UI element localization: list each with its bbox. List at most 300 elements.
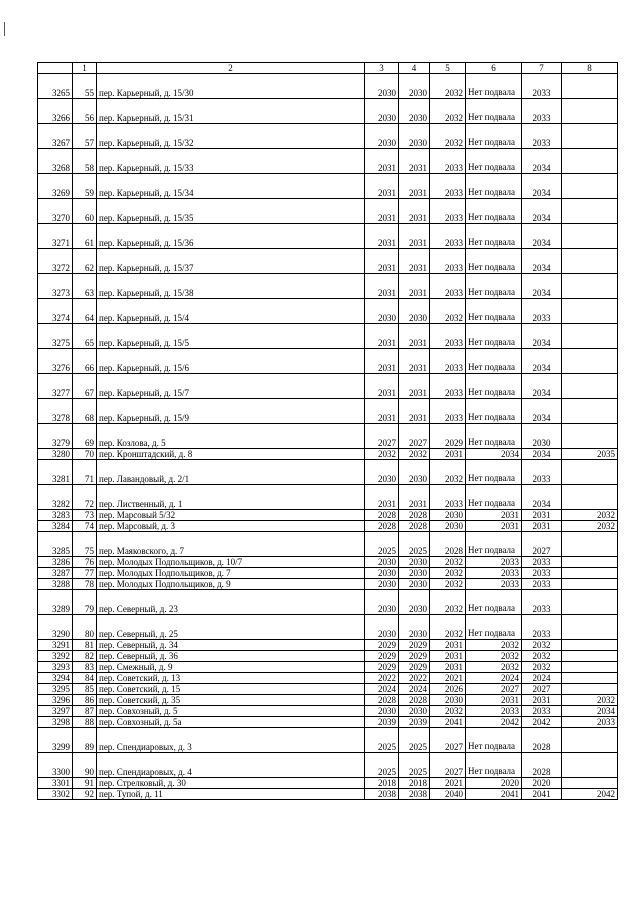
year-col4-cell: 2030 bbox=[399, 124, 430, 149]
year-col8-cell bbox=[562, 99, 618, 124]
table-row bbox=[38, 399, 618, 424]
row-number-cell: 3279 bbox=[38, 424, 73, 449]
year-col3-cell: 2030 bbox=[365, 579, 399, 590]
year-col4-cell: 2025 bbox=[399, 753, 430, 778]
year-col5-cell: 2028 bbox=[430, 532, 466, 557]
year-col8-cell bbox=[562, 778, 618, 789]
year-col7-cell: 2024 bbox=[522, 673, 562, 684]
table-row bbox=[38, 651, 618, 662]
col6-cell: 2032 bbox=[466, 651, 522, 662]
year-col5-cell: 2033 bbox=[430, 399, 466, 424]
row-number-cell: 3300 bbox=[38, 753, 73, 778]
year-col8-cell bbox=[562, 684, 618, 695]
year-col5-cell: 2033 bbox=[430, 324, 466, 349]
year-col4-cell: 2030 bbox=[399, 74, 430, 99]
year-col3-cell: 2024 bbox=[365, 684, 399, 695]
year-col5-cell: 2027 bbox=[430, 728, 466, 753]
row-number-cell: 3288 bbox=[38, 579, 73, 590]
address-cell: пер. Маяковского, д. 7 bbox=[97, 532, 365, 557]
year-col8-cell: 2032 bbox=[562, 510, 618, 521]
row-index-cell: 76 bbox=[73, 557, 97, 568]
year-col3-cell: 2038 bbox=[365, 789, 399, 800]
row-number-cell: 3280 bbox=[38, 449, 73, 460]
year-col5-cell: 2041 bbox=[430, 717, 466, 728]
header-cell: 2 bbox=[97, 63, 365, 74]
address-cell: пер. Карьерный, д. 15/7 bbox=[97, 374, 365, 399]
row-index-cell: 62 bbox=[73, 249, 97, 274]
year-col4-cell: 2024 bbox=[399, 684, 430, 695]
year-col5-cell: 2033 bbox=[430, 249, 466, 274]
year-col7-cell: 2034 bbox=[522, 149, 562, 174]
table-row bbox=[38, 521, 618, 532]
table-body bbox=[38, 63, 618, 800]
row-index-cell: 83 bbox=[73, 662, 97, 673]
year-col5-cell: 2032 bbox=[430, 615, 466, 640]
year-col8-cell bbox=[562, 199, 618, 224]
year-col7-cell: 2027 bbox=[522, 532, 562, 557]
col6-cell: 2031 bbox=[466, 521, 522, 532]
year-col8-cell bbox=[562, 753, 618, 778]
year-col7-cell: 2042 bbox=[522, 717, 562, 728]
row-number-cell: 3277 bbox=[38, 374, 73, 399]
row-number-cell: 3299 bbox=[38, 728, 73, 753]
year-col8-cell bbox=[562, 532, 618, 557]
year-col7-cell: 2034 bbox=[522, 324, 562, 349]
year-col3-cell: 2029 bbox=[365, 640, 399, 651]
year-col7-cell: 2032 bbox=[522, 640, 562, 651]
table-row bbox=[38, 728, 618, 753]
address-cell: пер. Северный, д. 36 bbox=[97, 651, 365, 662]
year-col8-cell bbox=[562, 568, 618, 579]
table-row bbox=[38, 590, 618, 615]
row-index-cell: 84 bbox=[73, 673, 97, 684]
table-row bbox=[38, 753, 618, 778]
year-col3-cell: 2031 bbox=[365, 399, 399, 424]
table-row bbox=[38, 695, 618, 706]
year-col3-cell: 2028 bbox=[365, 695, 399, 706]
row-index-cell: 78 bbox=[73, 579, 97, 590]
col6-cell: Нет подвала bbox=[466, 124, 522, 149]
address-cell: пер. Тупой, д. 11 bbox=[97, 789, 365, 800]
table-row bbox=[38, 249, 618, 274]
year-col3-cell: 2030 bbox=[365, 706, 399, 717]
table-row bbox=[38, 706, 618, 717]
address-cell: пер. Карьерный, д. 15/33 bbox=[97, 149, 365, 174]
year-col5-cell: 2032 bbox=[430, 299, 466, 324]
table-row bbox=[38, 374, 618, 399]
year-col4-cell: 2031 bbox=[399, 374, 430, 399]
year-col4-cell: 2025 bbox=[399, 532, 430, 557]
col6-cell: Нет подвала bbox=[466, 374, 522, 399]
row-number-cell: 3274 bbox=[38, 299, 73, 324]
year-col8-cell bbox=[562, 274, 618, 299]
year-col4-cell: 2022 bbox=[399, 673, 430, 684]
row-number-cell: 3281 bbox=[38, 460, 73, 485]
year-col4-cell: 2031 bbox=[399, 274, 430, 299]
row-number-cell: 3292 bbox=[38, 651, 73, 662]
year-col5-cell: 2027 bbox=[430, 753, 466, 778]
row-index-cell: 91 bbox=[73, 778, 97, 789]
year-col8-cell: 2035 bbox=[562, 449, 618, 460]
year-col7-cell: 2033 bbox=[522, 557, 562, 568]
row-index-cell: 72 bbox=[73, 485, 97, 510]
row-number-cell: 3282 bbox=[38, 485, 73, 510]
col6-cell: Нет подвала bbox=[466, 224, 522, 249]
address-cell: пер. Карьерный, д. 15/38 bbox=[97, 274, 365, 299]
col6-cell: 2032 bbox=[466, 640, 522, 651]
year-col3-cell: 2030 bbox=[365, 568, 399, 579]
year-col7-cell: 2034 bbox=[522, 449, 562, 460]
year-col3-cell: 2029 bbox=[365, 662, 399, 673]
year-col5-cell: 2033 bbox=[430, 274, 466, 299]
year-col7-cell: 2034 bbox=[522, 349, 562, 374]
year-col5-cell: 2032 bbox=[430, 74, 466, 99]
year-col5-cell: 2033 bbox=[430, 485, 466, 510]
year-col7-cell: 2034 bbox=[522, 174, 562, 199]
row-number-cell: 3291 bbox=[38, 640, 73, 651]
year-col8-cell bbox=[562, 615, 618, 640]
year-col4-cell: 2029 bbox=[399, 640, 430, 651]
table-row bbox=[38, 485, 618, 510]
col6-cell: Нет подвала bbox=[466, 249, 522, 274]
col6-cell: Нет подвала bbox=[466, 532, 522, 557]
year-col5-cell: 2031 bbox=[430, 662, 466, 673]
year-col5-cell: 2032 bbox=[430, 557, 466, 568]
row-index-cell: 65 bbox=[73, 324, 97, 349]
address-cell: пер. Марсовый, д. 3 bbox=[97, 521, 365, 532]
row-index-cell: 79 bbox=[73, 590, 97, 615]
year-col8-cell bbox=[562, 224, 618, 249]
year-col4-cell: 2031 bbox=[399, 174, 430, 199]
year-col3-cell: 2032 bbox=[365, 449, 399, 460]
year-col4-cell: 2039 bbox=[399, 717, 430, 728]
row-number-cell: 3302 bbox=[38, 789, 73, 800]
table-row bbox=[38, 324, 618, 349]
year-col8-cell bbox=[562, 74, 618, 99]
year-col3-cell: 2030 bbox=[365, 590, 399, 615]
row-number-cell: 3272 bbox=[38, 249, 73, 274]
table-row bbox=[38, 510, 618, 521]
year-col7-cell: 2033 bbox=[522, 615, 562, 640]
year-col7-cell: 2030 bbox=[522, 424, 562, 449]
year-col7-cell: 2032 bbox=[522, 651, 562, 662]
row-index-cell: 80 bbox=[73, 615, 97, 640]
col6-cell: Нет подвала bbox=[466, 299, 522, 324]
table-row bbox=[38, 789, 618, 800]
year-col8-cell bbox=[562, 673, 618, 684]
row-number-cell: 3276 bbox=[38, 349, 73, 374]
row-index-cell: 63 bbox=[73, 274, 97, 299]
address-cell: пер. Молодых Подпольщиков, д. 10/7 bbox=[97, 557, 365, 568]
row-index-cell: 71 bbox=[73, 460, 97, 485]
year-col5-cell: 2032 bbox=[430, 568, 466, 579]
address-cell: пер. Советский, д. 35 bbox=[97, 695, 365, 706]
row-index-cell: 70 bbox=[73, 449, 97, 460]
table-row bbox=[38, 579, 618, 590]
table-row bbox=[38, 460, 618, 485]
row-index-cell: 73 bbox=[73, 510, 97, 521]
year-col3-cell: 2031 bbox=[365, 324, 399, 349]
row-number-cell: 3278 bbox=[38, 399, 73, 424]
year-col5-cell: 2040 bbox=[430, 789, 466, 800]
year-col3-cell: 2025 bbox=[365, 728, 399, 753]
row-index-cell: 68 bbox=[73, 399, 97, 424]
address-cell: пер. Карьерный, д. 15/36 bbox=[97, 224, 365, 249]
year-col5-cell: 2033 bbox=[430, 374, 466, 399]
year-col5-cell: 2026 bbox=[430, 684, 466, 695]
address-cell: пер. Северный, д. 25 bbox=[97, 615, 365, 640]
address-cell: пер. Совхозный, д. 5 bbox=[97, 706, 365, 717]
row-number-cell: 3273 bbox=[38, 274, 73, 299]
year-col3-cell: 2030 bbox=[365, 299, 399, 324]
address-cell: пер. Спендиаровых, д. 3 bbox=[97, 728, 365, 753]
year-col4-cell: 2031 bbox=[399, 249, 430, 274]
year-col7-cell: 2033 bbox=[522, 460, 562, 485]
year-col5-cell: 2033 bbox=[430, 349, 466, 374]
year-col4-cell: 2038 bbox=[399, 789, 430, 800]
row-number-cell: 3283 bbox=[38, 510, 73, 521]
row-index-cell: 56 bbox=[73, 99, 97, 124]
row-number-cell: 3294 bbox=[38, 673, 73, 684]
header-cell: 8 bbox=[562, 63, 618, 74]
col6-cell: Нет подвала bbox=[466, 753, 522, 778]
year-col8-cell bbox=[562, 174, 618, 199]
repair-schedule-table bbox=[37, 62, 618, 800]
year-col3-cell: 2039 bbox=[365, 717, 399, 728]
margin-mark bbox=[4, 22, 5, 36]
col6-cell: Нет подвала bbox=[466, 349, 522, 374]
col6-cell: 2042 bbox=[466, 717, 522, 728]
year-col3-cell: 2031 bbox=[365, 199, 399, 224]
row-index-cell: 58 bbox=[73, 149, 97, 174]
year-col8-cell bbox=[562, 324, 618, 349]
year-col8-cell bbox=[562, 424, 618, 449]
year-col7-cell: 2031 bbox=[522, 695, 562, 706]
year-col3-cell: 2031 bbox=[365, 149, 399, 174]
table-row bbox=[38, 99, 618, 124]
col6-cell: Нет подвала bbox=[466, 590, 522, 615]
table-row bbox=[38, 149, 618, 174]
year-col5-cell: 2031 bbox=[430, 640, 466, 651]
year-col4-cell: 2030 bbox=[399, 460, 430, 485]
year-col7-cell: 2028 bbox=[522, 753, 562, 778]
year-col8-cell: 2032 bbox=[562, 695, 618, 706]
year-col7-cell: 2033 bbox=[522, 99, 562, 124]
year-col7-cell: 2034 bbox=[522, 274, 562, 299]
year-col4-cell: 2028 bbox=[399, 510, 430, 521]
address-cell: пер. Карьерный, д. 15/5 bbox=[97, 324, 365, 349]
year-col5-cell: 2033 bbox=[430, 224, 466, 249]
address-cell: пер. Смежный, д. 9 bbox=[97, 662, 365, 673]
table-row bbox=[38, 662, 618, 673]
year-col5-cell: 2031 bbox=[430, 651, 466, 662]
col6-cell: Нет подвала bbox=[466, 424, 522, 449]
year-col8-cell bbox=[562, 460, 618, 485]
table-row bbox=[38, 174, 618, 199]
year-col7-cell: 2033 bbox=[522, 299, 562, 324]
year-col3-cell: 2029 bbox=[365, 651, 399, 662]
table-row bbox=[38, 199, 618, 224]
col6-cell: 2031 bbox=[466, 695, 522, 706]
col6-cell: 2033 bbox=[466, 706, 522, 717]
table-row bbox=[38, 349, 618, 374]
row-number-cell: 3284 bbox=[38, 521, 73, 532]
year-col3-cell: 2027 bbox=[365, 424, 399, 449]
row-index-cell: 90 bbox=[73, 753, 97, 778]
address-cell: пер. Спендиаровых, д. 4 bbox=[97, 753, 365, 778]
year-col4-cell: 2030 bbox=[399, 99, 430, 124]
year-col3-cell: 2028 bbox=[365, 510, 399, 521]
year-col4-cell: 2025 bbox=[399, 728, 430, 753]
year-col8-cell bbox=[562, 640, 618, 651]
year-col4-cell: 2030 bbox=[399, 557, 430, 568]
row-index-cell: 88 bbox=[73, 717, 97, 728]
table-row bbox=[38, 224, 618, 249]
col6-cell: 2033 bbox=[466, 557, 522, 568]
table-row bbox=[38, 717, 618, 728]
row-index-cell: 77 bbox=[73, 568, 97, 579]
year-col4-cell: 2031 bbox=[399, 349, 430, 374]
year-col8-cell: 2032 bbox=[562, 521, 618, 532]
year-col8-cell bbox=[562, 579, 618, 590]
year-col3-cell: 2031 bbox=[365, 349, 399, 374]
year-col7-cell: 2031 bbox=[522, 510, 562, 521]
year-col5-cell: 2021 bbox=[430, 778, 466, 789]
address-cell: пер. Карьерный, д. 15/35 bbox=[97, 199, 365, 224]
year-col3-cell: 2030 bbox=[365, 615, 399, 640]
year-col4-cell: 2027 bbox=[399, 424, 430, 449]
table-row bbox=[38, 449, 618, 460]
year-col3-cell: 2031 bbox=[365, 485, 399, 510]
year-col8-cell bbox=[562, 249, 618, 274]
col6-cell: 2034 bbox=[466, 449, 522, 460]
year-col4-cell: 2031 bbox=[399, 324, 430, 349]
table-row bbox=[38, 532, 618, 557]
year-col3-cell: 2022 bbox=[365, 673, 399, 684]
address-cell: пер. Козлова, д. 5 bbox=[97, 424, 365, 449]
row-number-cell: 3267 bbox=[38, 124, 73, 149]
row-index-cell: 66 bbox=[73, 349, 97, 374]
col6-cell: Нет подвала bbox=[466, 149, 522, 174]
row-number-cell: 3266 bbox=[38, 99, 73, 124]
year-col3-cell: 2028 bbox=[365, 521, 399, 532]
address-cell: пер. Карьерный, д. 15/4 bbox=[97, 299, 365, 324]
address-cell: пер. Советский, д. 13 bbox=[97, 673, 365, 684]
row-number-cell: 3286 bbox=[38, 557, 73, 568]
col6-cell: Нет подвала bbox=[466, 728, 522, 753]
col6-cell: 2041 bbox=[466, 789, 522, 800]
year-col4-cell: 2030 bbox=[399, 579, 430, 590]
address-cell: пер. Карьерный, д. 15/37 bbox=[97, 249, 365, 274]
address-cell: пер. Кронштадский, д. 8 bbox=[97, 449, 365, 460]
address-cell: пер. Карьерный, д. 15/30 bbox=[97, 74, 365, 99]
table-row bbox=[38, 274, 618, 299]
table-row bbox=[38, 568, 618, 579]
address-cell: пер. Северный, д. 34 bbox=[97, 640, 365, 651]
address-cell: пер. Карьерный, д. 15/34 bbox=[97, 174, 365, 199]
year-col5-cell: 2031 bbox=[430, 449, 466, 460]
year-col7-cell: 2034 bbox=[522, 374, 562, 399]
year-col5-cell: 2021 bbox=[430, 673, 466, 684]
year-col3-cell: 2018 bbox=[365, 778, 399, 789]
row-index-cell: 87 bbox=[73, 706, 97, 717]
row-number-cell: 3301 bbox=[38, 778, 73, 789]
year-col7-cell: 2033 bbox=[522, 124, 562, 149]
col6-cell: Нет подвала bbox=[466, 274, 522, 299]
year-col7-cell: 2033 bbox=[522, 579, 562, 590]
year-col4-cell: 2029 bbox=[399, 651, 430, 662]
year-col4-cell: 2031 bbox=[399, 224, 430, 249]
row-number-cell: 3287 bbox=[38, 568, 73, 579]
year-col8-cell: 2033 bbox=[562, 717, 618, 728]
year-col5-cell: 2032 bbox=[430, 590, 466, 615]
address-cell: пер. Карьерный, д. 15/9 bbox=[97, 399, 365, 424]
address-cell: пер. Молодых Подпольщиков, д. 9 bbox=[97, 579, 365, 590]
year-col4-cell: 2031 bbox=[399, 485, 430, 510]
year-col8-cell: 2034 bbox=[562, 706, 618, 717]
year-col4-cell: 2032 bbox=[399, 449, 430, 460]
year-col7-cell: 2041 bbox=[522, 789, 562, 800]
col6-cell: 2032 bbox=[466, 662, 522, 673]
year-col5-cell: 2030 bbox=[430, 521, 466, 532]
row-number-cell: 3285 bbox=[38, 532, 73, 557]
year-col7-cell: 2033 bbox=[522, 590, 562, 615]
row-index-cell: 86 bbox=[73, 695, 97, 706]
col6-cell: Нет подвала bbox=[466, 615, 522, 640]
year-col5-cell: 2032 bbox=[430, 99, 466, 124]
year-col4-cell: 2028 bbox=[399, 695, 430, 706]
col6-cell: 2031 bbox=[466, 510, 522, 521]
table-row bbox=[38, 684, 618, 695]
col6-cell: Нет подвала bbox=[466, 460, 522, 485]
year-col5-cell: 2030 bbox=[430, 510, 466, 521]
address-cell: пер. Стрелковый, д. 30 bbox=[97, 778, 365, 789]
row-number-cell: 3271 bbox=[38, 224, 73, 249]
year-col3-cell: 2031 bbox=[365, 274, 399, 299]
row-index-cell: 75 bbox=[73, 532, 97, 557]
year-col5-cell: 2032 bbox=[430, 579, 466, 590]
table-row bbox=[38, 557, 618, 568]
header-row bbox=[38, 63, 618, 74]
address-cell: пер. Молодых Подпольщиков, д. 7 bbox=[97, 568, 365, 579]
address-cell: пер. Северный, д. 23 bbox=[97, 590, 365, 615]
row-number-cell: 3289 bbox=[38, 590, 73, 615]
row-number-cell: 3297 bbox=[38, 706, 73, 717]
table-row bbox=[38, 124, 618, 149]
year-col8-cell bbox=[562, 728, 618, 753]
row-number-cell: 3265 bbox=[38, 74, 73, 99]
year-col8-cell bbox=[562, 485, 618, 510]
row-index-cell: 57 bbox=[73, 124, 97, 149]
row-index-cell: 67 bbox=[73, 374, 97, 399]
row-index-cell: 64 bbox=[73, 299, 97, 324]
year-col5-cell: 2032 bbox=[430, 124, 466, 149]
year-col5-cell: 2032 bbox=[430, 460, 466, 485]
col6-cell: Нет подвала bbox=[466, 324, 522, 349]
year-col3-cell: 2031 bbox=[365, 174, 399, 199]
year-col3-cell: 2031 bbox=[365, 249, 399, 274]
header-cell: 1 bbox=[73, 63, 97, 74]
row-index-cell: 85 bbox=[73, 684, 97, 695]
year-col8-cell bbox=[562, 374, 618, 399]
year-col7-cell: 2033 bbox=[522, 74, 562, 99]
year-col3-cell: 2025 bbox=[365, 753, 399, 778]
col6-cell: 2020 bbox=[466, 778, 522, 789]
year-col4-cell: 2031 bbox=[399, 399, 430, 424]
year-col7-cell: 2034 bbox=[522, 485, 562, 510]
year-col7-cell: 2033 bbox=[522, 706, 562, 717]
year-col3-cell: 2030 bbox=[365, 460, 399, 485]
